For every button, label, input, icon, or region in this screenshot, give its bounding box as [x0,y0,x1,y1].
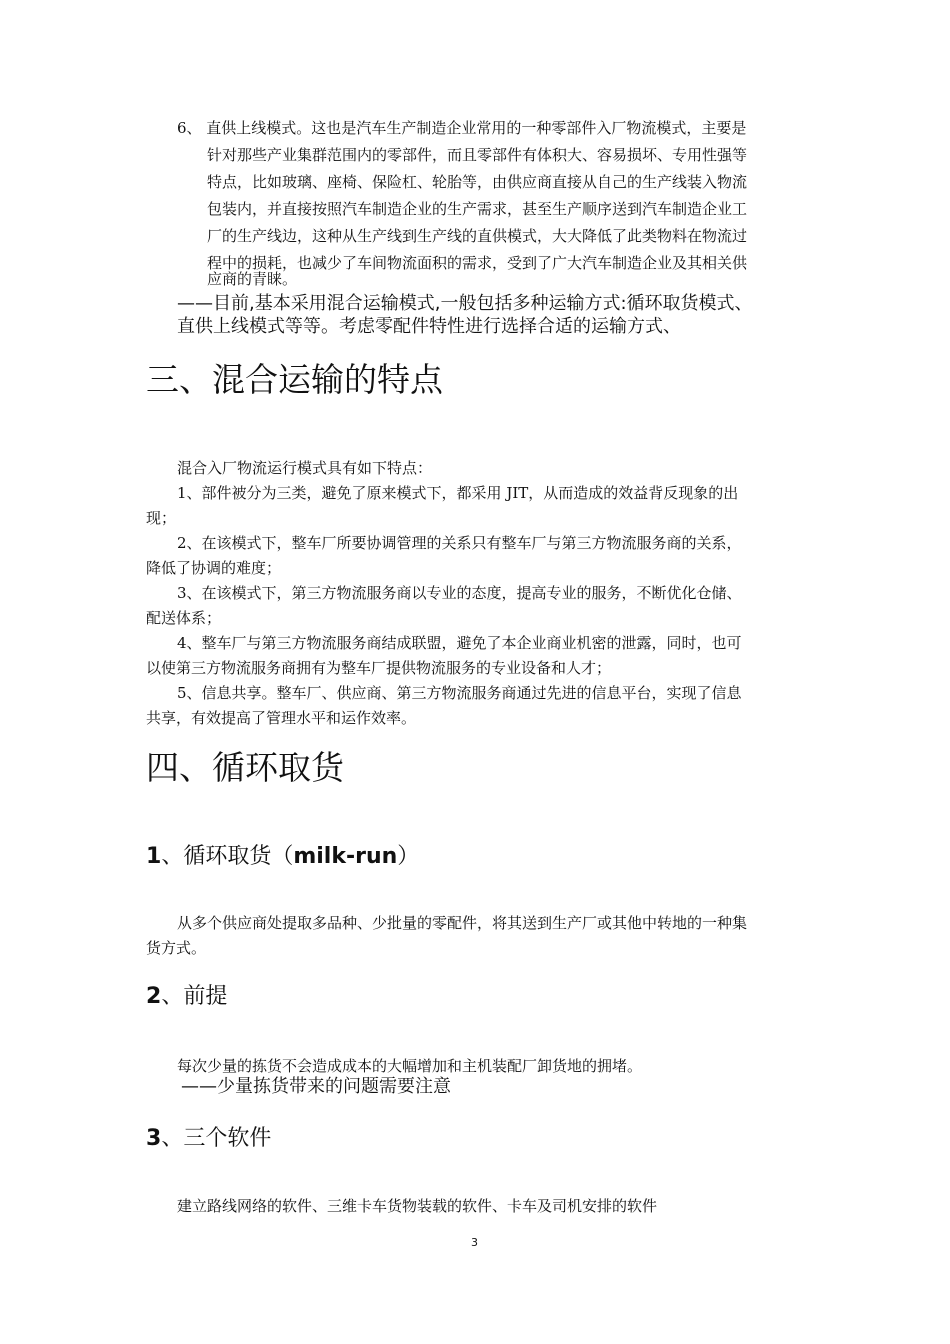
subsection-1-title-bold: milk-run [293,844,398,869]
section3-p5-line2: 共享，有效提高了管理水平和运作效率。 [146,709,417,727]
subsection-1-heading [146,842,419,872]
section3-heading: 三、混合运输的特点 [146,360,443,399]
section3-p1-line2: 现； [146,509,177,527]
section3-intro: 混合入厂物流运行模式具有如下特点： [177,459,433,477]
item6-line-3: 特点，比如玻璃、座椅、保险杠、轮胎等，由供应商直接从自己的生产线装入物流 [207,173,748,191]
subsection-2-line1: 每次少量的拣货不会造成成本的大幅增加和主机装配厂卸货地的拥堵。 [177,1057,643,1075]
item6-line-6: 程中的损耗，也减少了车间物流面积的需求，受到了广大汽车制造企业及其相关供 [207,254,748,272]
subsection-3-number: 3 [146,1126,162,1151]
subsection-1-line2: 货方式。 [146,939,207,957]
section3-p3-line2: 配送体系； [146,609,222,627]
subsection-3-title: 、三个软件 [161,1126,272,1151]
subsection-3-heading [146,1124,271,1154]
section3-p2-line1: 2、在该模式下，整车厂所要协调管理的关系只有整车厂与第三方物流服务商的关系， [177,534,742,552]
item6-line-2: 针对那些产业集群范围内的零部件，而且零部件有体积大、容易损坏、专用性强等 [207,146,748,164]
summary-line-2: 直供上线模式等等。考虑零配件特性进行选择合适的运输方式、 [177,316,681,337]
section4-heading: 四、循环取货 [146,748,344,787]
subsection-2-heading [146,982,227,1012]
subsection-1-line1: 从多个供应商处提取多品种、少批量的零配件，将其送到生产厂或其他中转地的一种集 [177,914,748,932]
item6-line-4: 包装内，并直接按照汽车制造企业的生产需求，甚至生产顺序送到汽车制造企业工 [207,200,748,218]
item6-line-1: 6、 直供上线模式。这也是汽车生产制造企业常用的一种零部件入厂物流模式，主要是 [177,119,747,137]
subsection-1-title: 、循环取货（ [161,844,294,869]
subsection-1-title-close: ） [397,844,420,869]
item6-line-5: 厂的生产线边，这种从生产线到生产线的直供模式，大大降低了此类物料在物流过 [207,227,748,245]
section3-p2-line2: 降低了协调的难度； [146,559,282,577]
subsection-1-number: 1 [146,844,162,869]
subsection-2-line2: ——少量拣货带来的问题需要注意 [181,1076,451,1097]
item6-line-7: 应商的青睐。 [207,270,298,288]
section3-p1-line1: 1、部件被分为三类，避免了原来模式下，都采用 JIT，从而造成的效益背反现象的出 [177,484,739,502]
section3-p4-line2: 以使第三方物流服务商拥有为整车厂提供物流服务的专业设备和人才； [146,659,612,677]
section3-p5-line1: 5、信息共享。整车厂、供应商、第三方物流服务商通过先进的信息平台，实现了信息 [177,684,742,702]
page-number: 3 [471,1236,478,1249]
section3-p4-line1: 4、整车厂与第三方物流服务商结成联盟，避免了本企业商业机密的泄露，同时，也可 [177,634,742,652]
subsection-2-title: 、前提 [161,984,228,1009]
section3-p3-line1: 3、在该模式下，第三方物流服务商以专业的态度，提高专业的服务，不断优化仓储、 [177,584,742,602]
subsection-3-line1: 建立路线网络的软件、三维卡车货物装载的软件、卡车及司机安排的软件 [177,1197,658,1215]
summary-line-1: ——目前,基本采用混合运输模式,一般包括多种运输方式:循环取货模式、 [177,293,753,314]
subsection-2-number: 2 [146,984,162,1009]
